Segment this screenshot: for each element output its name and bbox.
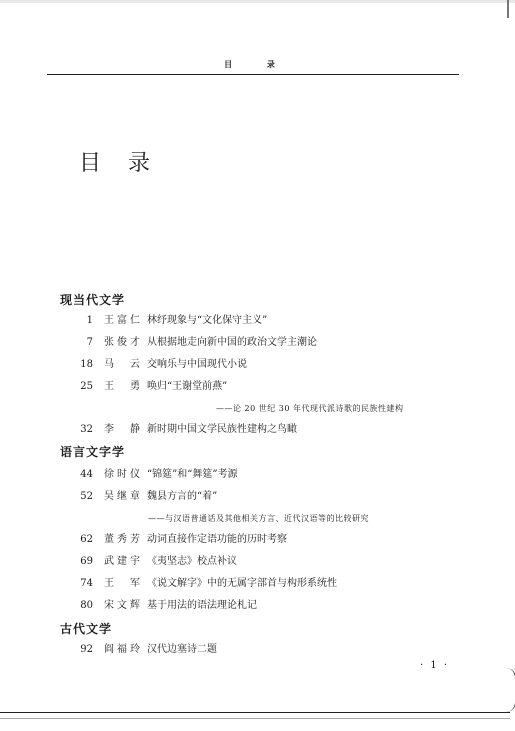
running-head: 目 录	[224, 59, 291, 69]
toc-entry[interactable]	[0, 379, 515, 395]
author: 阎福玲	[104, 644, 140, 655]
toc-entry[interactable]	[0, 313, 515, 329]
page-number: 1	[86, 315, 93, 326]
page-number: 80	[80, 600, 93, 611]
toc-entry[interactable]	[0, 489, 515, 505]
scan-bottom-edge	[0, 712, 510, 713]
author: 武建宇	[104, 556, 140, 567]
author: 徐时仪	[104, 469, 140, 480]
article-title: 动词直接作定语功能的历时考察	[147, 534, 287, 545]
toc-entry[interactable]	[0, 598, 515, 614]
author: 王富仁	[104, 315, 140, 326]
toc-entry[interactable]	[0, 532, 515, 548]
article-title: 基于用法的语法理论札记	[147, 600, 257, 611]
page-folio: · 1 ·	[420, 660, 450, 671]
author: 董秀芳	[104, 534, 140, 545]
author: 王 勇	[104, 381, 140, 392]
scan-mark	[507, 0, 509, 18]
scan-edge	[0, 0, 515, 3]
section-heading-modern-literature: 现当代文学	[60, 293, 126, 307]
article-title: 汉代边塞诗二题	[147, 644, 217, 655]
scan-bottom-edge-shadow	[0, 718, 510, 719]
article-subtitle: ——论 20 世纪 30 年代现代派诗歌的民族性建构	[216, 404, 404, 413]
author: 张俊才	[104, 337, 140, 348]
page-number: 69	[80, 556, 93, 567]
article-subtitle: ——与汉语普通话及其他相关方言、近代汉语等的比较研究	[148, 514, 369, 523]
page-number: 18	[80, 359, 93, 370]
article-title: “锦筵”和“舞筵”考源	[147, 469, 238, 480]
toc-entry[interactable]	[0, 335, 515, 351]
toc-entry[interactable]	[0, 554, 515, 570]
page-title: 目 录	[79, 151, 160, 176]
toc-entry[interactable]	[0, 642, 515, 658]
author: 吴继章	[104, 491, 140, 502]
page-number: 7	[86, 337, 93, 348]
page-number: 74	[80, 578, 93, 589]
section-heading-classical-literature: 古代文学	[60, 622, 113, 636]
article-title: 魏县方言的“着”	[147, 491, 218, 502]
article-title: 新时期中国文学民族性建构之鸟瞰	[147, 424, 297, 435]
page-number: 25	[80, 381, 93, 392]
page-number: 92	[80, 644, 93, 655]
author: 王 军	[104, 578, 140, 589]
author: 李 静	[104, 424, 140, 435]
toc-entry[interactable]	[0, 422, 515, 438]
section-heading-linguistics: 语言文字学	[60, 445, 126, 459]
page-number: 32	[80, 424, 93, 435]
author: 宋文辉	[104, 600, 140, 611]
toc-entry[interactable]	[0, 357, 515, 373]
article-title: 林纾现象与“文化保守主义”	[147, 315, 268, 326]
toc-entry[interactable]	[0, 467, 515, 483]
page-number: 62	[80, 534, 93, 545]
header-rule	[47, 74, 459, 75]
article-title: 从根据地走向新中国的政治文学主潮论	[147, 337, 317, 348]
page-curl	[505, 668, 515, 712]
page-number: 52	[80, 491, 93, 502]
author: 马 云	[104, 359, 140, 370]
page-number: 44	[80, 469, 93, 480]
article-title: 《说文解字》中的无属字部首与构形系统性	[147, 578, 337, 589]
article-title: 交响乐与中国现代小说	[147, 359, 247, 370]
article-title: 唤归“王谢堂前燕”	[147, 381, 228, 392]
toc-entry[interactable]	[0, 576, 515, 592]
article-title: 《夷坚志》校点补议	[147, 556, 237, 567]
